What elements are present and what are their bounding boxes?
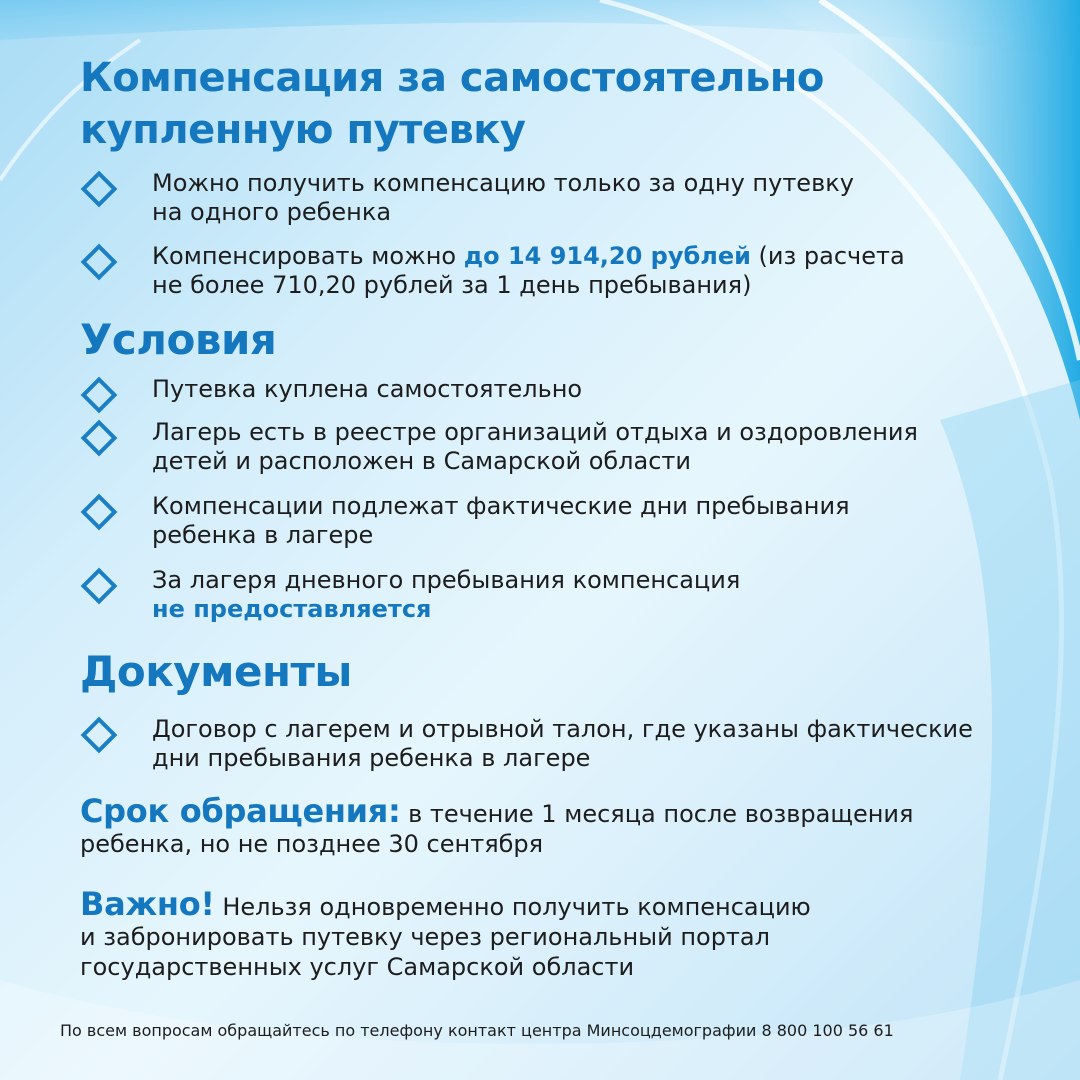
conditions-heading: Условия	[80, 315, 277, 364]
documents-heading: Документы	[80, 647, 352, 696]
item-text-line: дни пребывания ребенка в лагере	[152, 744, 591, 772]
diamond-bullet-icon	[81, 717, 118, 754]
important-text: Нельзя одновременно получить компенсацию	[214, 893, 811, 921]
diamond-bullet-icon	[81, 568, 118, 605]
page-title	[80, 52, 960, 156]
not-provided-highlight: не предоставляется	[152, 595, 432, 623]
important-label: Важно!	[80, 885, 215, 923]
deadline-block	[80, 792, 1020, 859]
diamond-bullet-icon	[81, 377, 118, 414]
item-text-line: на одного ребенка	[152, 198, 392, 226]
item-text-line: Компенсации подлежат фактические дни пребывания	[152, 492, 850, 520]
diamond-bullet-icon	[81, 244, 118, 281]
diamond-bullet-icon	[81, 171, 118, 208]
item-text-line: Договор с лагерем и отрывной талон, где указаны фактические	[152, 715, 973, 743]
diamond-bullet-icon	[81, 494, 118, 531]
diamond-bullet-icon	[81, 420, 118, 457]
important-text-line: и забронировать путевку через региональный портал	[80, 923, 770, 951]
deadline-label: Срок обращения:	[80, 792, 401, 830]
item-text-line: не более 710,20 рублей за 1 день пребывания)	[152, 271, 752, 299]
item-text-part: (из расчета	[750, 242, 905, 270]
important-text-line: государственных услуг Самарской области	[80, 953, 635, 981]
deadline-text-line: ребенка, но не позднее 30 сентября	[80, 830, 544, 858]
footer-contact: По всем вопросам обращайтесь по телефону контакт центра Минсоцдемографии 8 800 100 56 61	[60, 1021, 894, 1040]
item-text-line: Путевка куплена самостоятельно	[152, 375, 583, 403]
amount-highlight: до 14 914,20 рублей	[463, 242, 751, 270]
item-text-line: детей и расположен в Самарской области	[152, 447, 691, 475]
deadline-text: в течение 1 месяца после возвращения	[400, 800, 914, 828]
important-block	[80, 885, 1020, 982]
item-text-part: Компенсировать можно	[152, 242, 464, 270]
item-text-line: Лагерь есть в реестре организаций отдыха и оздоровления	[152, 418, 918, 446]
item-text-line: ребенка в лагере	[152, 521, 374, 549]
title-line-2: купленную путевку	[80, 107, 526, 153]
item-text-line: За лагеря дневного пребывания компенсация	[152, 566, 741, 594]
item-text-line: Можно получить компенсацию только за одну путевку	[152, 169, 854, 197]
title-line-1: Компенсация за самостоятельно	[80, 55, 824, 101]
